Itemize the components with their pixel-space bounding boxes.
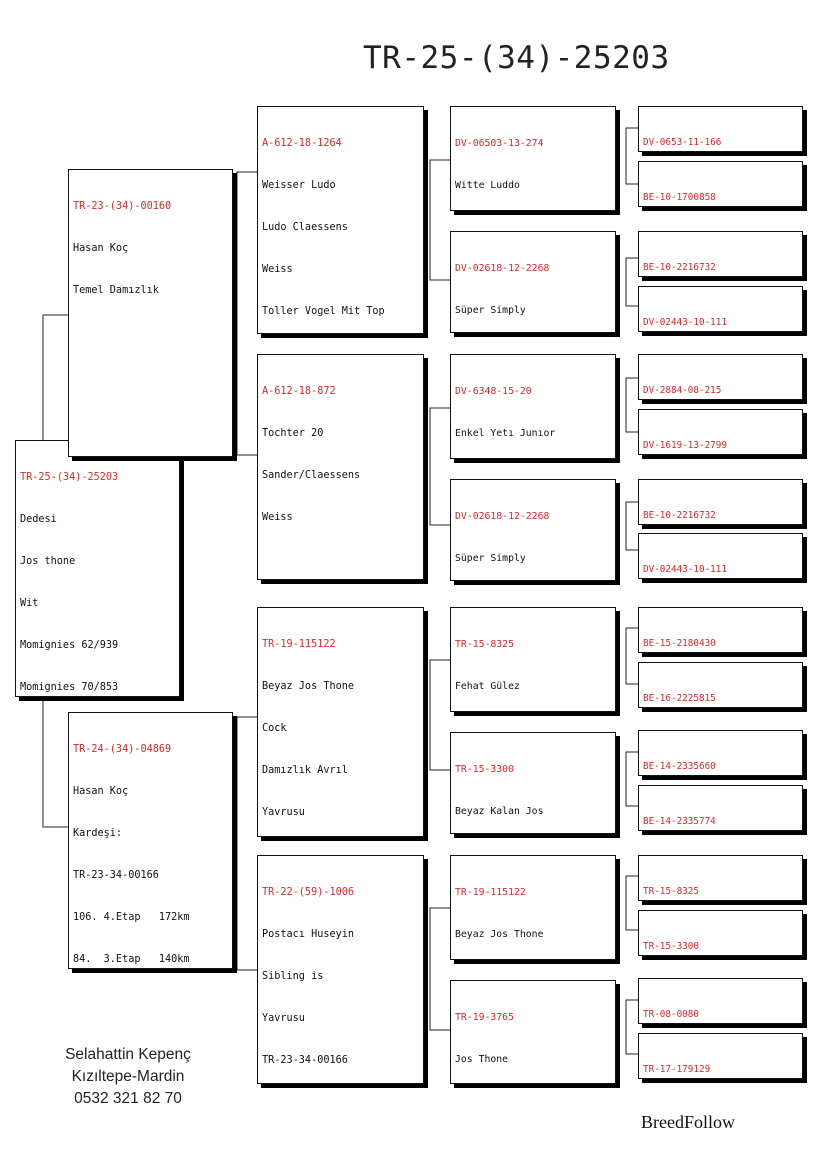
ring-number: BE-10-2216732 bbox=[643, 262, 716, 274]
page-title bbox=[0, 40, 825, 76]
sire-dam-dam-card[interactable] bbox=[450, 479, 616, 581]
ancestor-card[interactable] bbox=[638, 1033, 803, 1079]
ancestor-card[interactable] bbox=[638, 730, 803, 776]
owner-name: Selahattin Kepenç bbox=[65, 1046, 191, 1063]
info-line: Momignies 62/939 bbox=[20, 640, 119, 651]
sire-sire-card[interactable] bbox=[257, 106, 424, 334]
ring-number: BE-10-1700858 bbox=[643, 192, 716, 204]
ancestor-card[interactable] bbox=[638, 354, 803, 400]
info-line: TR-23-34-00166 bbox=[262, 1055, 348, 1066]
ring-number: DV-6348-15-20 bbox=[455, 386, 532, 397]
dam-dam-card[interactable] bbox=[257, 855, 424, 1084]
sire-dam-sire-card[interactable] bbox=[450, 354, 616, 459]
ring-number: DV-1619-13-2799 bbox=[643, 440, 727, 452]
info-line: Süper Simply bbox=[455, 553, 526, 564]
info-line: Beyaz Jos Thone bbox=[455, 929, 544, 940]
sire-sire-sire-card[interactable] bbox=[450, 106, 616, 211]
ring-number: DV-02618-12-2268 bbox=[455, 511, 550, 522]
ring-number: TR-19-115122 bbox=[455, 887, 526, 898]
info-line: Weisser Ludo bbox=[262, 180, 336, 191]
info-line: Sibling is bbox=[262, 971, 324, 982]
brand-logo-text: BreedFollow bbox=[641, 1112, 735, 1132]
owner-phone: 0532 321 82 70 bbox=[74, 1090, 182, 1107]
info-line: Hasan Koç bbox=[73, 786, 129, 797]
info-line: 84. 3.Etap 140km bbox=[73, 954, 190, 965]
ring-number: BE-15-2180430 bbox=[643, 638, 716, 650]
ancestor-card[interactable] bbox=[638, 855, 803, 901]
sire-card[interactable] bbox=[68, 169, 233, 457]
dam-sire-dam-card[interactable] bbox=[450, 732, 616, 834]
ancestor-card[interactable] bbox=[638, 607, 803, 653]
info-line: Kardeşi: bbox=[73, 828, 123, 839]
info-line: Damızlık Avrıl bbox=[262, 765, 348, 776]
ring-number: TR-15-8325 bbox=[455, 639, 514, 650]
ancestor-card[interactable] bbox=[638, 106, 803, 152]
ring-number: TR-19-115122 bbox=[262, 639, 336, 650]
ring-number: DV-02443-10-111 bbox=[643, 564, 727, 576]
ancestor-card[interactable] bbox=[638, 231, 803, 277]
sire-sire-dam-card[interactable] bbox=[450, 231, 616, 333]
info-line: Fehat Gülez bbox=[455, 681, 520, 692]
info-line: Jos thone bbox=[20, 556, 76, 567]
info-line: Toller Vogel Mit Top bbox=[262, 306, 385, 317]
ring-number: TR-24-(34)-04869 bbox=[73, 744, 172, 755]
ring-number: TR-25-(34)-25203 bbox=[20, 472, 119, 483]
ring-number: TR-08-0080 bbox=[643, 1009, 699, 1021]
info-line: Ludo Claessens bbox=[262, 222, 348, 233]
ring-number: TR-17-179129 bbox=[643, 1064, 711, 1076]
ring-number: DV-02618-12-2268 bbox=[455, 263, 550, 274]
dam-dam-dam-card[interactable] bbox=[450, 980, 616, 1084]
info-line: 106. 4.Etap 172km bbox=[73, 912, 190, 923]
info-line: Jos Thone bbox=[455, 1054, 509, 1065]
info-line: Postacı Huseyin bbox=[262, 929, 355, 940]
ring-number: A-612-18-1264 bbox=[262, 138, 342, 149]
ring-number: A-612-18-872 bbox=[262, 386, 336, 397]
info-line: Hasan Koç bbox=[73, 243, 129, 254]
ring-number: BE-14-2335774 bbox=[643, 816, 716, 828]
ring-number: BE-14-2335660 bbox=[643, 761, 716, 773]
ring-number: DV-0653-11-166 bbox=[643, 137, 722, 149]
info-line: Weiss bbox=[262, 512, 293, 523]
info-line: Sander/Claessens bbox=[262, 470, 361, 481]
ancestor-card[interactable] bbox=[638, 533, 803, 579]
info-line: Temel Damızlık bbox=[73, 285, 159, 296]
info-line: Beyaz Jos Thone bbox=[262, 681, 355, 692]
dam-card[interactable] bbox=[68, 712, 233, 969]
info-line: Tochter 20 bbox=[262, 428, 324, 439]
ring-number: DV-2884-08-215 bbox=[643, 385, 722, 397]
dam-dam-sire-card[interactable] bbox=[450, 855, 616, 960]
info-line: Enkel Yetı Junıor bbox=[455, 428, 556, 439]
info-line: Cock bbox=[262, 723, 287, 734]
info-line: Beyaz Kalan Jos bbox=[455, 806, 544, 817]
ancestor-card[interactable] bbox=[638, 479, 803, 525]
ring-number: TR-23-(34)-00160 bbox=[73, 201, 172, 212]
ring-number: TR-22-(59)-1006 bbox=[262, 887, 355, 898]
ring-number: DV-02443-10-111 bbox=[643, 317, 727, 329]
ring-number: DV-06503-13-274 bbox=[455, 138, 544, 149]
dam-sire-card[interactable] bbox=[257, 607, 424, 837]
ring-number: TR-15-3300 bbox=[455, 764, 514, 775]
info-line: Dedesi bbox=[20, 514, 57, 525]
ring-number: TR-15-8325 bbox=[643, 886, 699, 898]
ring-number: BE-16-2225815 bbox=[643, 693, 716, 705]
info-line: Witte Luddo bbox=[455, 180, 520, 191]
ring-number: TR-19-3765 bbox=[455, 1012, 514, 1023]
ancestor-card[interactable] bbox=[638, 978, 803, 1024]
ring-number: BE-10-2216732 bbox=[643, 510, 716, 522]
ring-number: TR-15-3300 bbox=[643, 941, 699, 953]
sire-dam-card[interactable] bbox=[257, 354, 424, 580]
ancestor-card[interactable] bbox=[638, 409, 803, 455]
info-line: Weiss bbox=[262, 264, 293, 275]
ancestor-card[interactable] bbox=[638, 286, 803, 332]
page-title-text: TR-25-(34)-25203 bbox=[363, 40, 670, 76]
info-line: Yavrusu bbox=[262, 1013, 305, 1024]
owner-contact bbox=[28, 1044, 228, 1110]
info-line: Yavrusu bbox=[262, 807, 305, 818]
dam-sire-sire-card[interactable] bbox=[450, 607, 616, 712]
info-line: TR-23-34-00166 bbox=[73, 870, 159, 881]
info-line: Süper Simply bbox=[455, 305, 526, 316]
owner-location: Kızıltepe-Mardin bbox=[71, 1068, 185, 1085]
info-line: Momignies 70/853 bbox=[20, 682, 119, 693]
subject-card[interactable] bbox=[15, 440, 180, 697]
ancestor-card[interactable] bbox=[638, 785, 803, 831]
ancestor-card[interactable] bbox=[638, 161, 803, 207]
ancestor-card[interactable] bbox=[638, 662, 803, 708]
info-line: Wit bbox=[20, 598, 39, 609]
ancestor-card[interactable] bbox=[638, 910, 803, 956]
